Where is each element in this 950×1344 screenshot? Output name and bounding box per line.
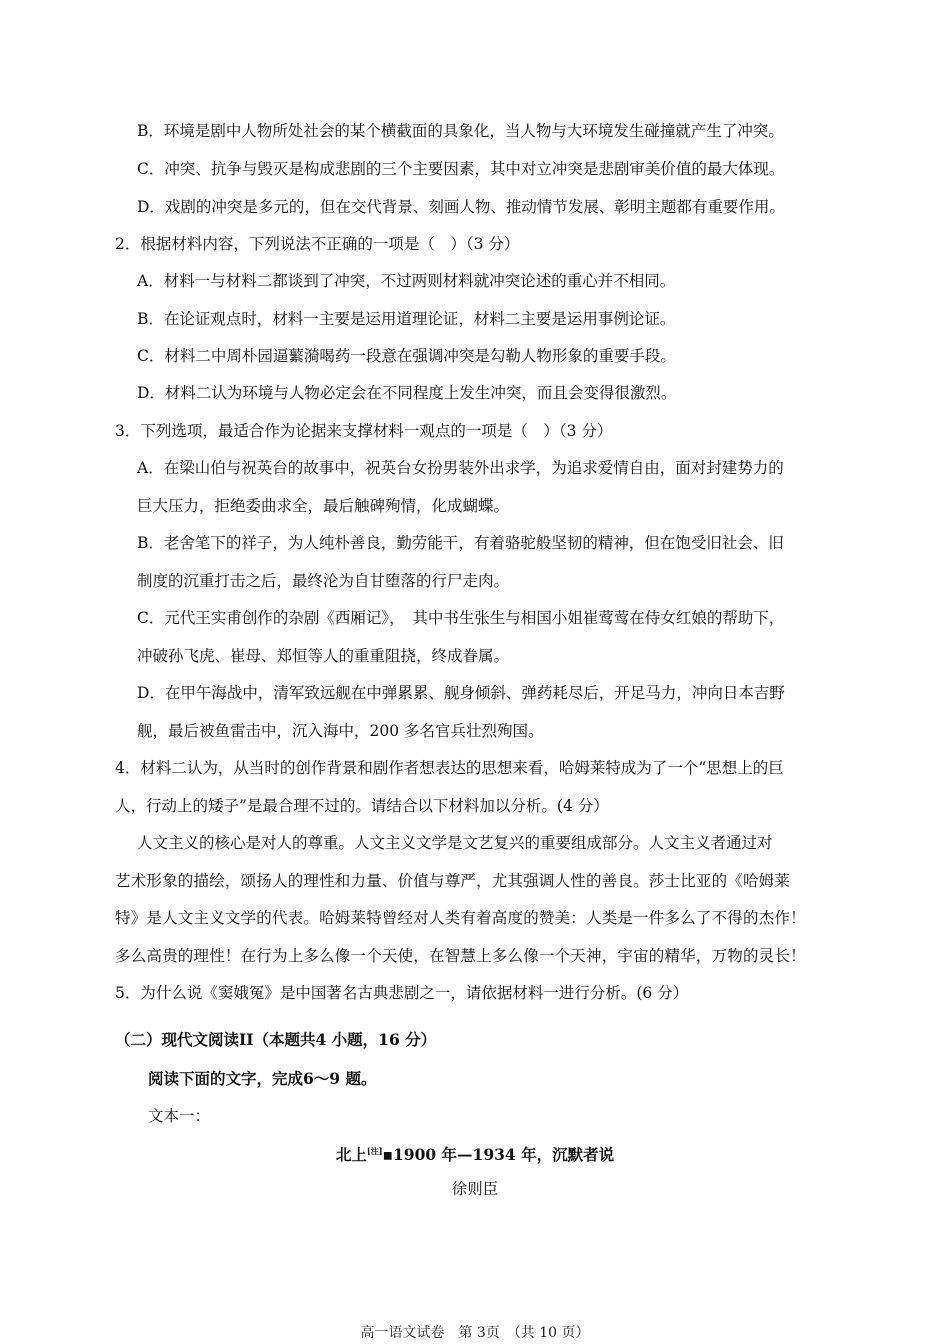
section-instruction: 阅读下面的文字，完成6～9 题。: [148, 1069, 377, 1088]
passage-title-main: 北上: [335, 1145, 367, 1165]
passage-title-sub: ▪1900 年—1934 年，沉默者说: [382, 1145, 615, 1165]
page-footer: 高一语文试卷 第 3页 （共 10 页）: [360, 1325, 590, 1341]
q4-material-line4: 多么高贵的理性！在行为上多么像一个天使，在智慧上多么像一个天神，宇宙的精华，万物的灵长！: [115, 947, 806, 965]
q5-stem: 5．为什么说《窦娥冤》是中国著名古典悲剧之一，请依据材料一进行分析。(6 分）: [115, 984, 689, 1002]
q4-material-line1: 人文主义的核心是对人的尊重。人文主义文学是文艺复兴的重要组成部分。人文主义者通过对: [137, 834, 773, 852]
q3-option-a-line2: 巨大压力，拒绝委曲求全，最后触碑殉情，化成蝴蝶。: [137, 497, 510, 515]
q3-option-d-line2: 舰，最后被鱼雷击中，沉入海中，200 多名官兵壮烈殉国。: [137, 722, 544, 740]
q3-option-b-line1: B．老舍笔下的祥子，为人纯朴善良，勤劳能干，有着骆驼般坚韧的精神，但在饱受旧社会、旧: [137, 534, 784, 552]
q4-material-line2: 艺术形象的描绘，颂扬人的理性和力量、价值与尊严，尤其强调人性的善良。莎士比亚的《哈姆莱: [115, 872, 791, 890]
footnote-marker: [注]: [366, 1146, 383, 1156]
q2-option-b: B．在论证观点时，材料一主要是运用道理论证，材料二主要是运用事例论证。: [137, 310, 676, 328]
q3-option-d-line1: D．在甲午海战中，清军致远舰在中弹累累、舰身倾斜、弹药耗尽后，开足马力，冲向日本吉野: [137, 684, 785, 702]
q4-material-line3: 特》是人文主义文学的代表。哈姆莱特曾经对人类有着高度的赞美：人类是一件多么了不得的杰作！: [115, 909, 806, 927]
q4-stem-line2: 人，行动上的矮子”是最合理不过的。请结合以下材料加以分析。(4 分）: [115, 797, 609, 815]
q3-option-a-line1: A．在梁山伯与祝英台的故事中，祝英台女扮男装外出求学，为追求爱情自由，面对封建势力的: [137, 459, 784, 477]
q2-option-d: D．材料二认为环境与人物必定会在不同程度上发生冲突，而且会变得很激烈。: [137, 384, 677, 402]
q3-option-c-line1: C．元代王实甫创作的杂剧《西厢记》， 其中书生张生与相国小姐崔莺莺在侍女红娘的帮助下，: [137, 609, 785, 627]
q1-option-c: C．冲突、抗争与毁灭是构成悲剧的三个主要因素，其中对立冲突是悲剧审美价值的最大体现。: [137, 160, 785, 178]
q3-option-b-line2: 制度的沉重打击之后，最终沦为自甘堕落的行尸走肉。: [137, 572, 510, 590]
passage-title: [0, 1140, 950, 1166]
q2-option-a: A．材料一与材料二都谈到了冲突，不过两则材料就冲突论述的重心并不相同。: [137, 272, 676, 290]
text-label: 文本一：: [148, 1107, 211, 1125]
q4-stem-line1: 4．材料二认为，从当时的创作背景和剧作者想表达的思想来看，哈姆莱特成为了一个“思想上的巨: [115, 759, 784, 777]
q3-option-c-line2: 冲破孙飞虎、崔母、郑恒等人的重重阻挠，终成眷属。: [137, 647, 510, 665]
q1-option-d: D．戏剧的冲突是多元的，但在交代背景、刻画人物、推动情节发展、彰明主题都有重要作用。: [137, 198, 785, 216]
section-heading: （二）现代文阅读II（本题共4 小题，16 分）: [115, 1030, 437, 1049]
passage-author: 徐则臣: [451, 1180, 499, 1198]
q1-option-b: B．环境是剧中人物所处社会的某个横截面的具象化，当人物与大环境发生碰撞就产生了冲突。: [137, 122, 784, 140]
q3-stem: 3．下列选项，最适合作为论据来支撑材料一观点的一项是（ ）（3 分）: [115, 422, 613, 440]
q2-option-c: C．材料二中周朴园逼蘩漪喝药一段意在强调冲突是勾勒人物形象的重要手段。: [137, 347, 676, 365]
q2-stem: 2．根据材料内容，下列说法不正确的一项是（ ）（3 分）: [115, 235, 520, 253]
